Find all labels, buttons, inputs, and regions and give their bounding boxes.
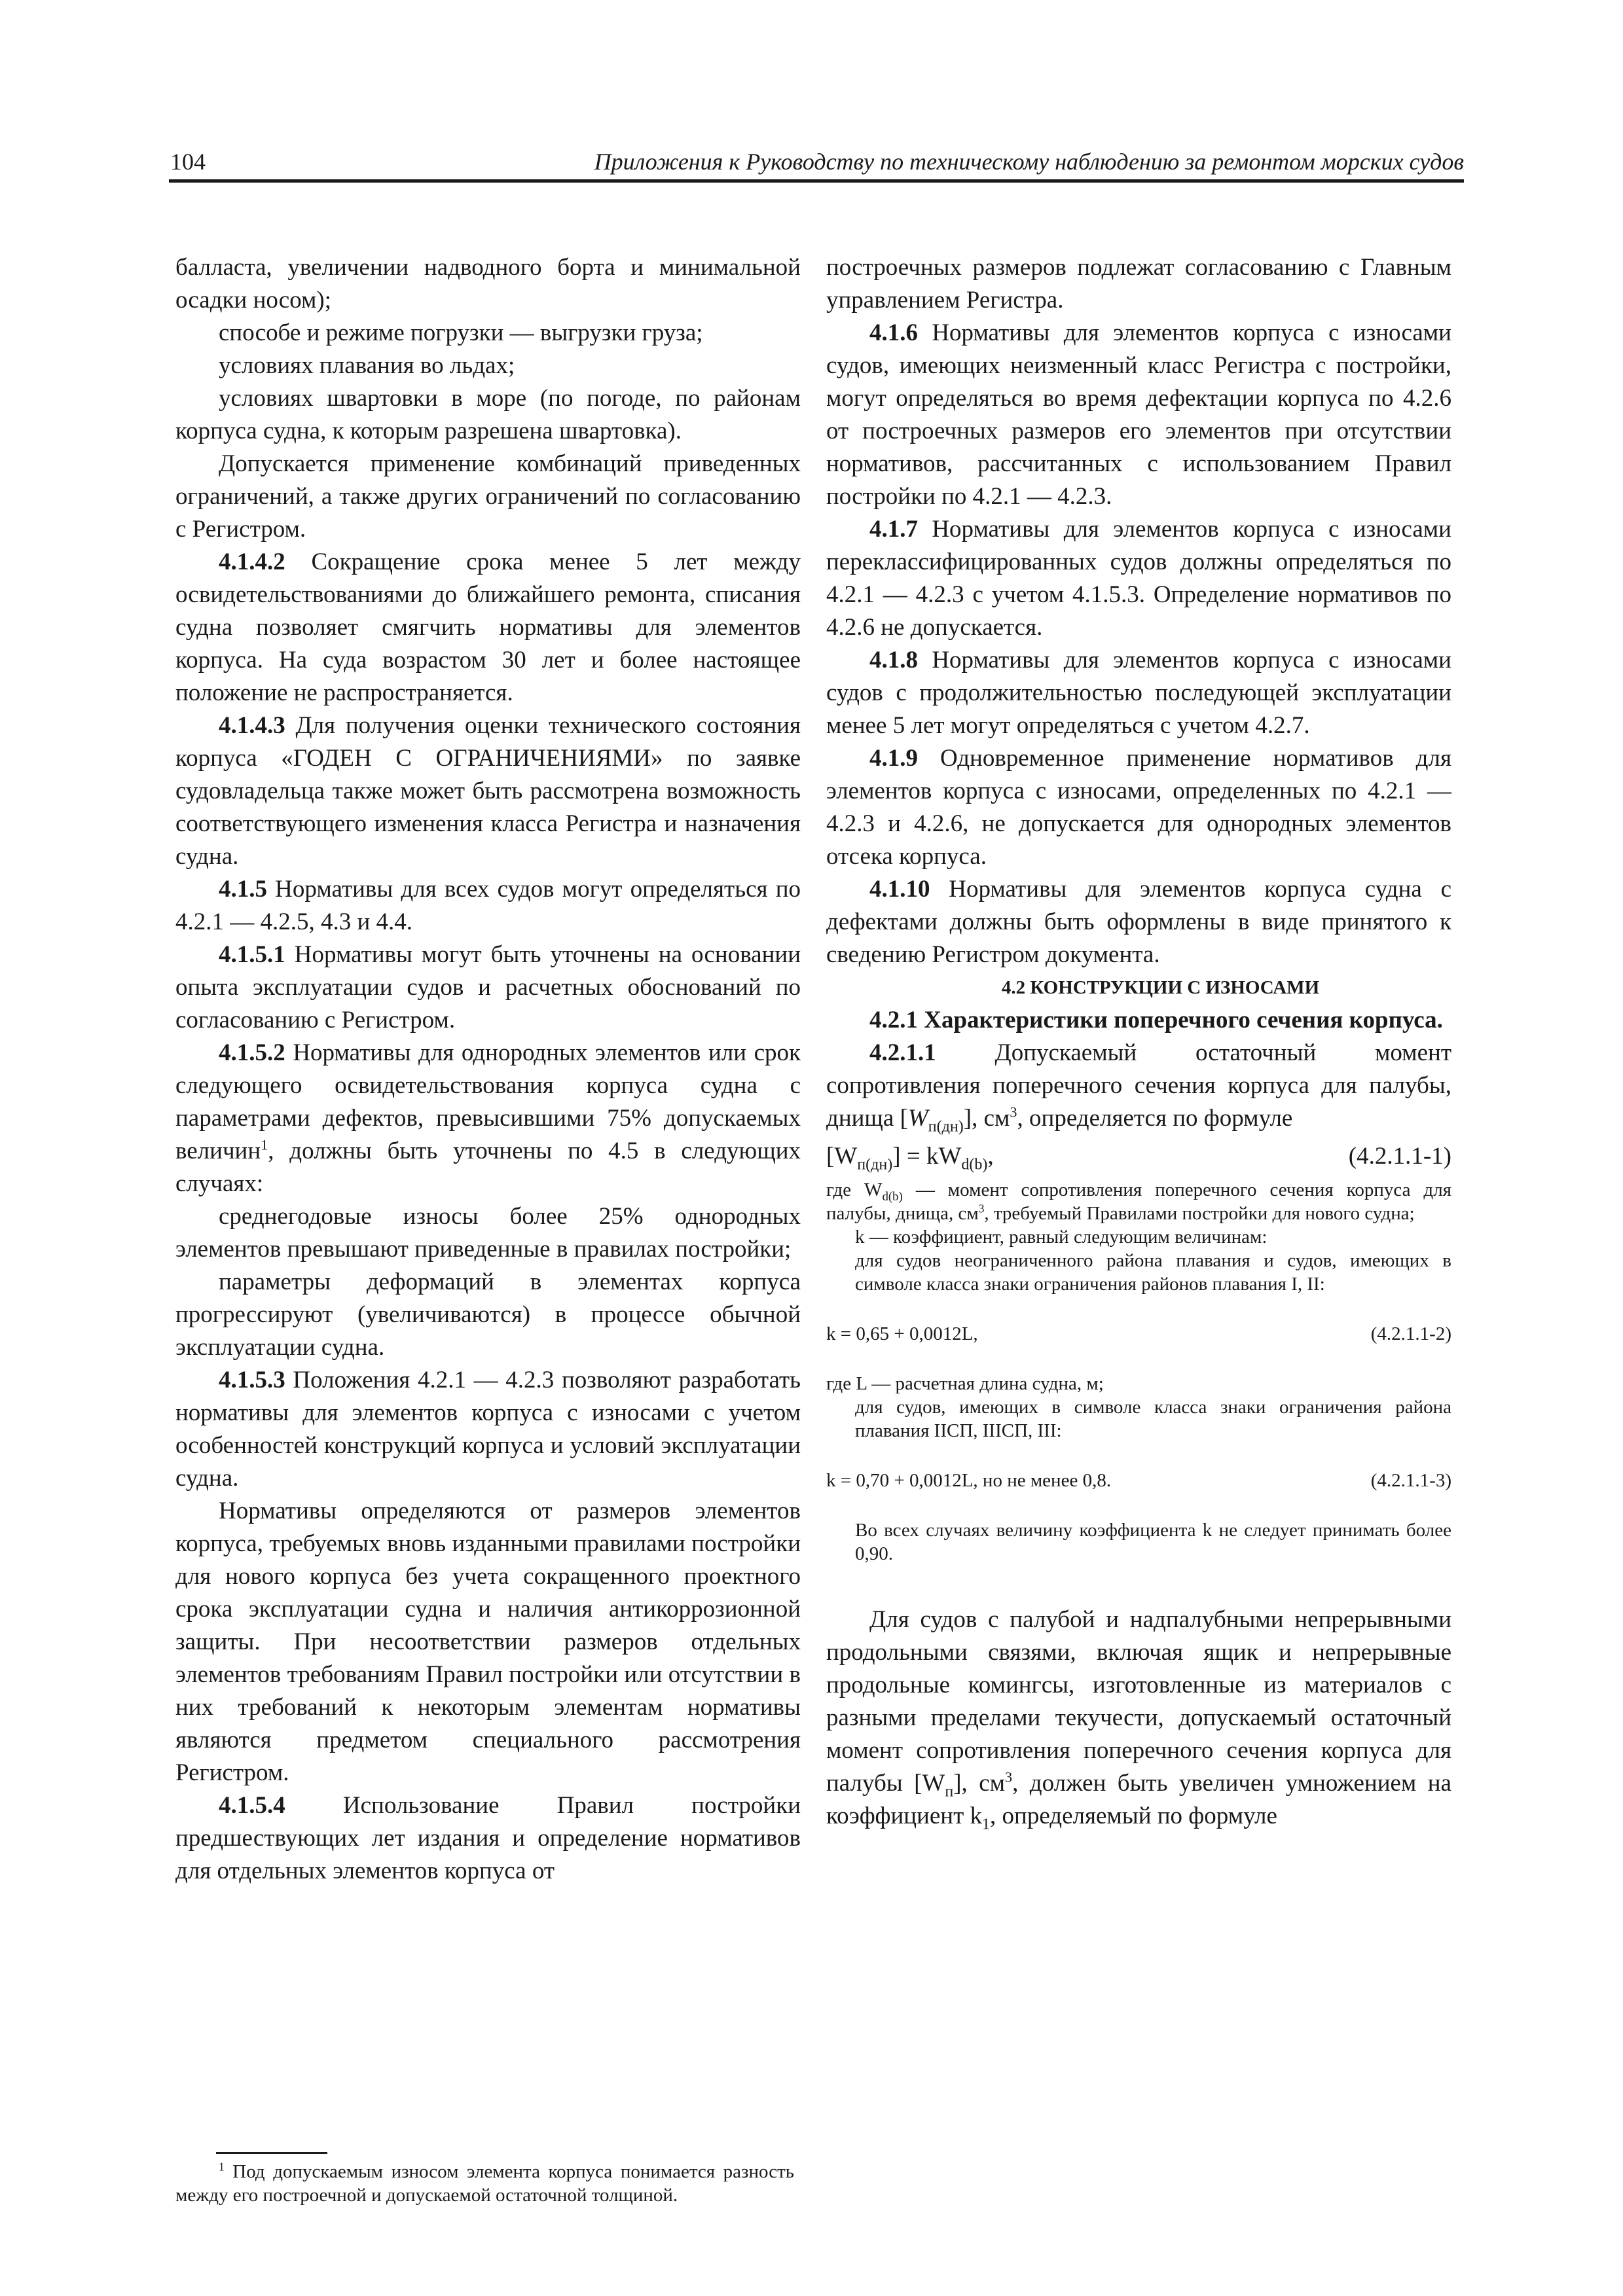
paragraph: 4.1.4.3 Для получения оценки технического состояния корпуса «ГОДЕН С ОГРАНИЧЕНИЯМИ» по заявке судовладельца также может быть рассмотрена возможность соответствующего изменения класса Регистра и назначения судна. [175, 712, 801, 870]
page-number: 104 [170, 149, 206, 175]
paragraph: Нормативы определяются от размеров элементов корпуса, требуемых вновь изданными правилами постройки для нового корпуса без учета сокращенного проектного срока эксплуатации судна и наличия антикоррозионной защиты. При несоответствии размеров отдельных элементов требованиям Правил постройки или отсутствии в них требований к некоторым элементам нормативы являются предметом специального рассмотрения Регистром. [175, 1498, 801, 1786]
right-column [826, 251, 1451, 1833]
paragraph: Для судов с палубой и надпалубными непрерывными продольными связями, включая ящик и непрерывные продольные комингсы, изготовленные из материалов с разными пределами текучести, допускаемый остаточный момент сопротивления поперечного сечения корпуса для палубы $[W_п]$, $см^3$, должен быть увеличен умножением на коэффициент $k_1$, определяемый по формуле [826, 1606, 1451, 1833]
paragraph: 4.1.10 Нормативы для элементов корпуса судна с дефектами должны быть оформлены в виде принятого к сведению Регистром документа. [826, 876, 1451, 968]
clause-number: 4.1.5.4 [219, 1792, 285, 1819]
clause-number: 4.1.6 [869, 319, 918, 346]
section-heading: 4.2 КОНСТРУКЦИИ С ИЗНОСАМИ [1001, 977, 1320, 998]
paragraph: 4.2.1.1 Допускаемый остаточный момент сопротивления поперечного сечения корпуса для палубы, днища $[W_{п(дн)}]$, $см^3$, определяется по формуле [826, 1039, 1451, 1136]
formula: $[W_{п(дн)}] = kW_{d(b)}$, (4.2.1.1-1) [826, 1140, 1451, 1173]
clause-number: 4.1.4.3 [219, 712, 285, 739]
page-header [169, 145, 1464, 183]
paragraph: 4.1.5.4 Использование Правил постройки предшествующих лет издания и определение нормативов для отдельных элементов корпуса от [175, 1792, 801, 1884]
clause-number: 4.1.9 [869, 745, 918, 772]
clause-number: 4.1.8 [869, 647, 918, 673]
clause-number: 4.1.5 [219, 876, 267, 903]
footnote-divider [216, 2152, 327, 2154]
formula-notes: где $W_{d(b)}$ — момент сопротивления поперечного сечения корпуса для палубы, днища, $см^3$, требуемый Правилами постройки для нового судна; k — коэффициент, равный следующим величинам: для судов неограниченного района плавания и судов, имеющих в символе класса знаки ограничения районов плавания I, II: k = 0,65 + 0,0012L, (4.2.1.1-2) где L — расчетная длина судна, м; для судов, имеющих в символе класса знаки ограничения района плавания IIСП, IIIСП, III: k = 0,70 + 0,0012L, но не менее 0,8. (4.2.1.1-3) Во всех случаях величину коэффициента k не следует принимать более 0,90. [826, 1179, 1452, 1564]
left-column [175, 251, 801, 1888]
clause-number: 4.1.5.1 [219, 941, 285, 968]
paragraph: 4.1.8 Нормативы для элементов корпуса с износами судов с продолжительностью последующей эксплуатации менее 5 лет могут определяться с учетом 4.2.7. [826, 647, 1451, 739]
formula: k = 0,70 + 0,0012L, но не менее 0,8. (4.2.1.1-3) [826, 1470, 1451, 1491]
paragraph: условиях плавания во льдах; [219, 352, 515, 379]
clause-number: 4.2.1.1 [869, 1039, 936, 1066]
paragraph: 4.1.5.1 Нормативы могут быть уточнены на основании опыта эксплуатации судов и расчетных обоснований по согласованию с Регистром. [175, 941, 801, 1033]
paragraph: 4.1.6 Нормативы для элементов корпуса с износами судов, имеющих неизменный класс Регистра с постройки, могут определяться во время дефектации корпуса по 4.2.6 от построечных размеров его элементов при отсутствии нормативов, рассчитанных с использованием Правил постройки по 4.2.1 — 4.2.3. [826, 319, 1451, 510]
footnote-ref[interactable]: 1 [261, 1136, 268, 1153]
paragraph: 4.1.5.2 Нормативы для однородных элементов или срок следующего освидетельствования корпуса судна с параметрами дефектов, превысившими 75% допускаемых величин$^1$, должны быть уточнены по 4.5 в следующих случаях: [175, 1039, 801, 1197]
formula: k = 0,65 + 0,0012L, (4.2.1.1-2) [826, 1323, 1451, 1344]
formula-number: (4.2.1.1-3) [1370, 1470, 1451, 1491]
paragraph: 4.1.4.2 Сокращение срока менее 5 лет между освидетельствованиями до ближайшего ремонта, списания судна позволяет смягчить нормативы для элементов корпуса. На суда возрастом 30 лет и более настоящее положение не распространяется. [175, 548, 801, 706]
formula-number: (4.2.1.1-1) [1348, 1143, 1451, 1170]
clause-number: 4.1.4.2 [219, 548, 285, 575]
paragraph: Допускается применение комбинаций приведенных ограничений, а также других ограничений по согласованию с Регистром. [175, 450, 801, 543]
footnote-mark: 1 [219, 2160, 225, 2174]
paragraph: 4.1.7 Нормативы для элементов корпуса с износами переклассифицированных судов должны определяться по 4.2.1 — 4.2.3 с учетом 4.1.5.3. Определение нормативов по 4.2.6 не допускается. [826, 516, 1451, 641]
clause-number: 4.1.7 [869, 516, 918, 543]
paragraph: балласта, увеличении надводного борта и минимальной осадки носом); [175, 254, 801, 314]
paragraph: 4.1.5.3 Положения 4.2.1 — 4.2.3 позволяют разработать нормативы для элементов корпуса с износами с учетом особенностей конструкций корпуса и условий эксплуатации судна. [175, 1367, 801, 1492]
clause-number: 4.1.5.3 [219, 1367, 285, 1393]
paragraph: параметры деформаций в элементах корпуса прогрессируют (увеличиваются) в процессе обычной эксплуатации судна. [175, 1268, 801, 1361]
running-title: Приложения к Руководству по техническому наблюдению за ремонтом морских судов [594, 149, 1464, 175]
formula-number: (4.2.1.1-2) [1370, 1323, 1451, 1344]
paragraph: 4.1.9 Одновременное применение нормативов для элементов корпуса с износами, определенных по 4.2.1 — 4.2.3 и 4.2.6, не допускается для однородных элементов отсека корпуса. [826, 745, 1451, 870]
paragraph: среднегодовые износы более 25% однородных элементов превышают приведенные в правилах постройки; [175, 1203, 801, 1263]
clause-number: 4.1.10 [869, 876, 930, 903]
clause-number: 4.1.5.2 [219, 1039, 285, 1066]
paragraph: 4.1.5 Нормативы для всех судов могут определяться по 4.2.1 — 4.2.5, 4.3 и 4.4. [175, 876, 801, 935]
paragraph: способе и режиме погрузки — выгрузки груза; [219, 319, 703, 346]
paragraph: условиях швартовки в море (по погоде, по районам корпуса судна, к которым разрешена швартовка). [175, 385, 801, 444]
paragraph: построечных размеров подлежат согласованию с Главным управлением Регистра. [826, 254, 1451, 314]
footnote: $^1$ Под допускаемым износом элемента корпуса понимается разность между его построечной и допускаемой остаточной толщиной. [175, 2160, 794, 2206]
subsection-heading: 4.2.1 Характеристики поперечного сечения корпуса. [869, 1007, 1443, 1033]
